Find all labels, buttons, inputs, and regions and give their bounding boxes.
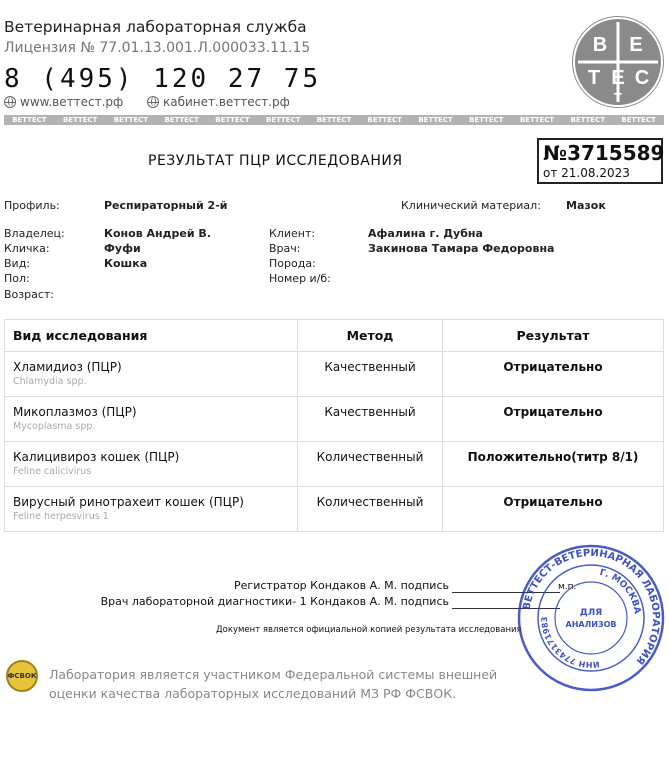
table-header-row (5, 320, 664, 352)
table-row (5, 442, 664, 487)
lab-doctor-signature: Врач лабораторной диагностики- 1 Кондаков А. М. подпись (100, 595, 449, 608)
svg-text:В: В (592, 34, 608, 56)
brand-strip-item: ВЕТТЕСТ (519, 116, 555, 124)
test-name: Калицивироз кошек (ПЦР) (13, 450, 180, 464)
svg-text:Т: Т (587, 67, 601, 89)
test-name: Вирусный ринотрахеит кошек (ПЦР) (13, 495, 244, 509)
owner-value: Конов Андрей В. (104, 227, 211, 240)
globe-icon (4, 96, 16, 108)
report-title: РЕЗУЛЬТАТ ПЦР ИССЛЕДОВАНИЯ (148, 153, 403, 169)
stamp-for: ДЛЯ (579, 608, 603, 618)
test-method: Качественный (298, 397, 443, 442)
material-value: Мазок (566, 199, 606, 212)
results-table (4, 319, 664, 532)
lab-quality-note: Лаборатория является участником Федеральной системы внешней оценки качества лабораторных исследований МЗ РФ ФСВОК. (49, 667, 498, 701)
test-name: Микоплазмоз (ПЦР) (13, 405, 137, 419)
brand-strip-item: ВЕТТЕСТ (215, 116, 250, 124)
svg-text:С: С (634, 67, 650, 89)
material-label: Клинический материал: (401, 199, 541, 212)
age-label: Возраст: (4, 288, 55, 301)
report-date: от 21.08.2023 (543, 166, 630, 180)
brand-strip-item: ВЕТТЕСТ (621, 116, 656, 124)
test-latin-name: Feline calicivirus (13, 466, 92, 477)
brand-strip-item: ВЕТТЕСТ (164, 116, 199, 124)
cabinet-link[interactable] (147, 95, 290, 109)
brand-strip-item: ВЕТТЕСТ (418, 116, 453, 124)
brand-strip-item: ВЕТТЕСТ (570, 116, 605, 124)
brand-strip (4, 115, 664, 125)
cabinet-url[interactable]: кабинет.веттест.рф (163, 95, 290, 109)
test-name-cell (5, 352, 298, 397)
client-label: Клиент: (269, 227, 316, 240)
column-header-method: Метод (298, 320, 443, 352)
brand-strip-item: ВЕТТЕСТ (266, 116, 301, 124)
test-name-cell (5, 442, 298, 487)
lab-stamp (516, 543, 666, 693)
registrar-signature: Регистратор Кондаков А. М. подпись (234, 579, 449, 592)
svg-text:Е: Е (629, 34, 643, 56)
seal-place-mark: м.п. (558, 582, 577, 592)
test-name-cell (5, 397, 298, 442)
profile-value: Респираторный 2-й (104, 199, 228, 212)
test-latin-name: Chlamydia spp. (13, 376, 87, 387)
official-copy-note: Документ является официальной копией результата исследования (216, 625, 522, 635)
doctor-value: Закинова Тамара Федоровна (368, 242, 555, 255)
report-number: №3715589 (543, 141, 665, 165)
column-header-test: Вид исследования (5, 320, 298, 352)
phone-number[interactable]: 8 (495) 120 27 75 (4, 64, 322, 94)
species-label: Вид: (4, 257, 31, 270)
stamp-analyses: АНАЛИЗОВ (565, 620, 617, 629)
brand-strip-item: ВЕТТЕСТ (113, 116, 149, 124)
fsvok-badge (6, 660, 38, 692)
stamp-outer-text: ВЕТТЕСТ-ВЕТЕРИНАРНАЯ ЛАБОРАТОРИЯ (521, 547, 662, 667)
site-url[interactable]: www.веттест.рф (20, 95, 124, 109)
brand-strip-item: ВЕТТЕСТ (316, 116, 352, 124)
test-result: Положительно(титр 8/1) (443, 442, 664, 487)
svg-text:Т: Т (614, 90, 622, 105)
license-number: Лицензия № 77.01.13.001.Л.000033.11.15 (4, 40, 311, 56)
pet-name-value: Фуфи (104, 242, 141, 255)
species-value: Кошка (104, 257, 148, 270)
test-method: Качественный (298, 352, 443, 397)
test-name: Хламидиоз (ПЦР) (13, 360, 122, 374)
svg-text:Е: Е (611, 67, 625, 89)
owner-label: Владелец: (4, 227, 65, 240)
stamp-city: Г. МОСКВА (598, 567, 642, 615)
breed-label: Порода: (269, 257, 316, 270)
brand-strip-item: ВЕТТЕСТ (469, 116, 504, 124)
fsvok-badge-text: ФСВОК (7, 672, 37, 680)
table-row (5, 352, 664, 397)
table-row (5, 487, 664, 532)
test-result: Отрицательно (443, 352, 664, 397)
test-result: Отрицательно (443, 487, 664, 532)
test-name-cell (5, 487, 298, 532)
brand-strip-item: ВЕТТЕСТ (62, 116, 98, 124)
site-link[interactable] (4, 95, 123, 109)
test-result: Отрицательно (443, 397, 664, 442)
sex-label: Пол: (4, 272, 30, 285)
client-value: Афалина г. Дубна (368, 227, 483, 240)
doctor-label: Врач: (269, 242, 301, 255)
test-method: Количественный (298, 442, 443, 487)
stamp-inn: ИНН 7743171983 (539, 616, 600, 670)
column-header-result: Результат (443, 320, 664, 352)
profile-label: Профиль: (4, 199, 60, 212)
test-latin-name: Feline herpesvirus 1 (13, 511, 109, 522)
brand-strip-item: ВЕТТЕСТ (367, 116, 402, 124)
brand-strip-item: ВЕТТЕСТ (12, 116, 47, 124)
test-method: Количественный (298, 487, 443, 532)
globe-icon (147, 96, 159, 108)
pet-name-label: Кличка: (4, 242, 50, 255)
record-number-label: Номер и/б: (269, 272, 331, 285)
test-latin-name: Mycoplasma spp. (13, 421, 96, 432)
table-row (5, 397, 664, 442)
org-name: Ветеринарная лабораторная служба (4, 18, 307, 36)
company-logo (572, 16, 664, 108)
